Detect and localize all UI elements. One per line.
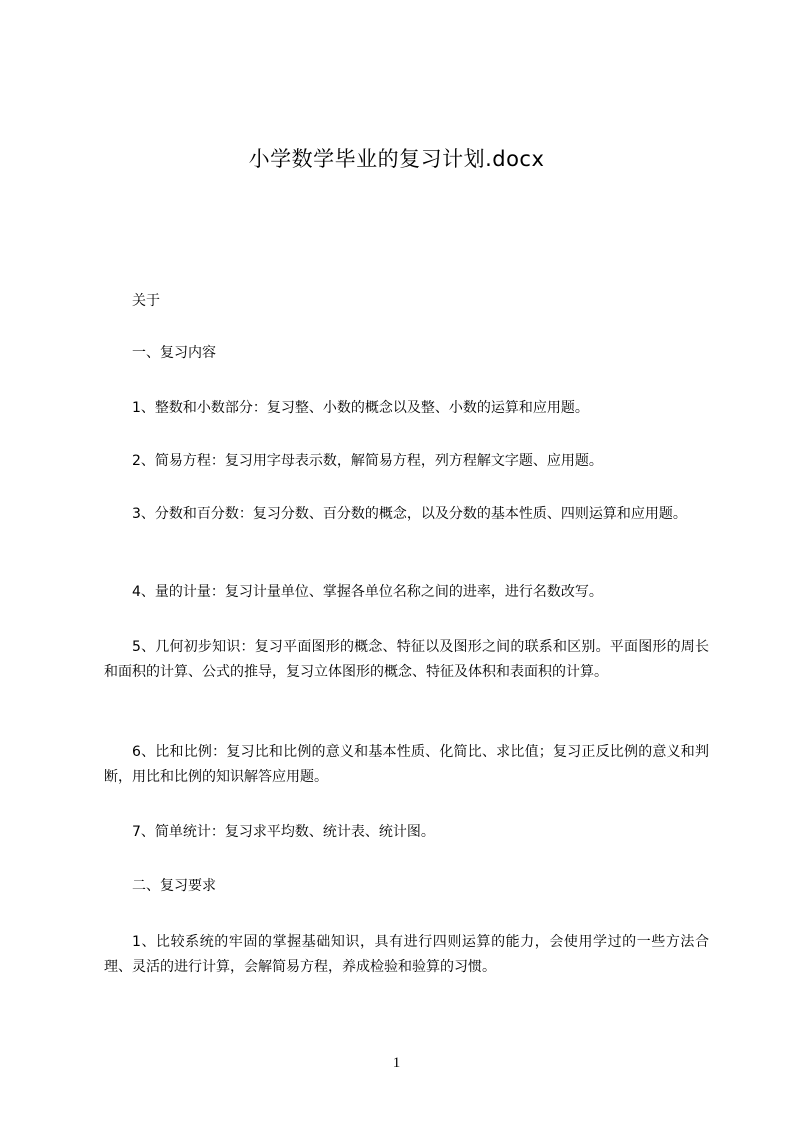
page-number: 1 — [392, 1055, 401, 1071]
paragraph-requirement-1: 1、比较系统的牢固的掌握基础知识，具有进行四则运算的能力，会使用学过的一些方法合理、灵活的进行计算，会解简易方程，养成检验和验算的习惯。 — [104, 934, 709, 975]
document-title: 小学数学毕业的复习计划.docx — [248, 147, 545, 171]
paragraph-fractions-percentages: 3、分数和百分数：复习分数、百分数的概念，以及分数的基本性质、四则运算和应用题。 — [132, 506, 687, 522]
paragraph-simple-equations: 2、简易方程：复习用字母表示数，解简易方程，列方程解文字题、应用题。 — [132, 453, 603, 469]
paragraph-integers-decimals: 1、整数和小数部分：复习整、小数的概念以及整、小数的运算和应用题。 — [132, 400, 589, 416]
paragraph-intro: 关于 — [132, 293, 160, 309]
paragraph-statistics: 7、简单统计：复习求平均数、统计表、统计图。 — [132, 824, 435, 840]
section-heading-review-requirements: 二、复习要求 — [132, 878, 216, 894]
paragraph-geometry: 5、几何初步知识：复习平面图形的概念、特征以及图形之间的联系和区别。平面图形的周长和面积的计算、公式的推导，复习立体图形的概念、特征及体积和表面积的计算。 — [104, 639, 709, 680]
paragraph-ratio-proportion: 6、比和比例：复习比和比例的意义和基本性质、化简比、求比值；复习正反比例的意义和判断，用比和比例的知识解答应用题。 — [104, 744, 709, 785]
section-heading-review-content: 一、复习内容 — [132, 345, 216, 361]
paragraph-measurement: 4、量的计量：复习计量单位、掌握各单位名称之间的进率，进行名数改写。 — [132, 584, 603, 600]
